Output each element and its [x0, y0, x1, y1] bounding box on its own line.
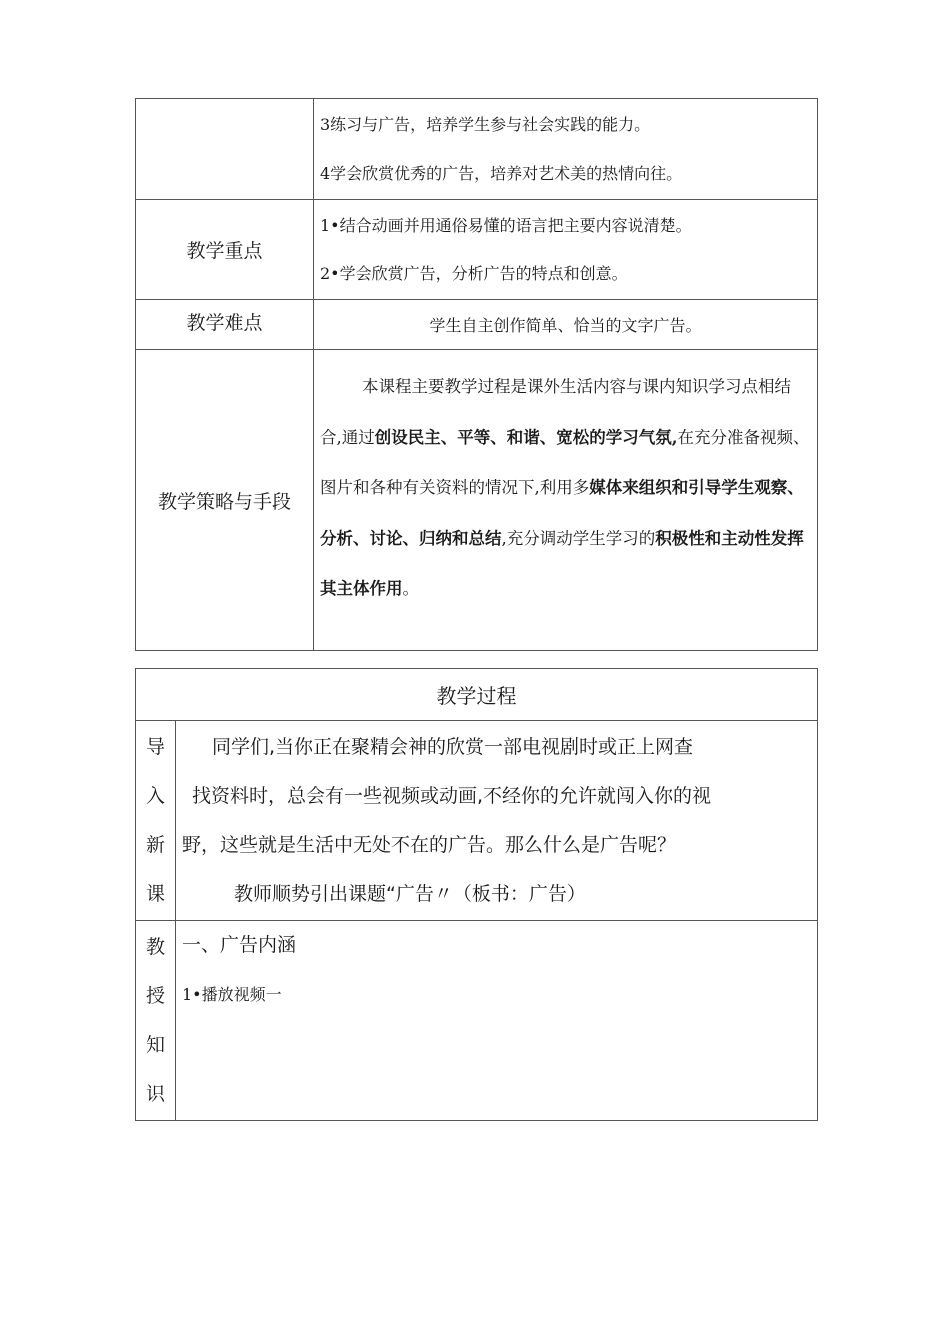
objective-4: 4学会欣赏优秀的广告，培养对艺术美的热情向往。	[320, 163, 683, 183]
strategy-text-3: ,充分调动学生学习的	[501, 528, 656, 548]
objectives-row	[136, 99, 818, 200]
teach-label-char: 知	[145, 1033, 165, 1056]
intro-label-char: 入	[145, 784, 165, 807]
intro-line-2: 找资料时，总会有一些视频或动画,不经你的允许就闯入你的视	[192, 784, 712, 807]
strategy-text-4: 。	[402, 579, 419, 598]
strategy-bold-1: 创设民主、平等、和谐、宽松的学习气氛,	[374, 427, 678, 447]
teach-label-char: 教	[145, 935, 165, 958]
difficult-points-text: 学生自主创作简单、恰当的文字广告。	[314, 300, 818, 350]
objective-3: 3练习与广告，培养学生参与社会实践的能力。	[320, 114, 651, 134]
strategy-text-1: 本课程主要教学过程是课外生活内容与课内知识学习点相结合,通过	[320, 377, 791, 447]
key-points-row	[136, 200, 818, 300]
teach-label-char: 识	[145, 1082, 165, 1105]
process-header: 教学过程	[136, 669, 818, 721]
strategy-row	[136, 350, 818, 651]
objectives-label-cell	[136, 99, 314, 200]
teach-item-1: 1•播放视频一	[182, 985, 282, 1004]
teaching-process-table	[135, 668, 818, 1121]
strategy-cell	[314, 350, 818, 651]
intro-cell	[176, 721, 818, 921]
intro-line-3: 野，这些就是生活中无处不在的广告。那么什么是广告呢？	[182, 833, 677, 856]
process-header-row	[136, 669, 818, 721]
teach-label-char: 授	[145, 984, 165, 1007]
teach-label	[136, 921, 176, 1121]
strategy-bold-3: 积极性和主动性发挥其主体作用	[320, 528, 804, 598]
difficult-points-row	[136, 300, 818, 350]
intro-label-char: 导	[145, 735, 165, 758]
key-point-2: 2•学会欣赏广告，分析广告的特点和创意。	[320, 263, 628, 283]
strategy-bold-2: 媒体来组织和引导学生观察、分析、讨论、归纳和总结	[320, 478, 804, 548]
intro-label-char: 课	[145, 882, 165, 905]
intro-label-char: 新	[145, 833, 165, 856]
intro-line-1: 同学们,当你正在聚精会神的欣赏一部电视剧时或正上网查	[212, 735, 694, 758]
key-points-label: 教学重点	[136, 200, 314, 300]
teach-heading: 一、广告内涵	[182, 934, 297, 956]
strategy-label: 教学策略与手段	[136, 350, 314, 651]
teach-cell	[176, 921, 818, 1121]
intro-row	[136, 721, 818, 921]
teach-row	[136, 921, 818, 1121]
strategy-text-2: 在充分准备视频、图片和各种有关资料的情况下,利用多	[320, 427, 810, 497]
lesson-plan-table	[135, 98, 818, 651]
objectives-cell	[314, 99, 818, 200]
intro-line-4: 教师顺势引出课题“广告〃（板书：广告）	[234, 882, 586, 905]
intro-label	[136, 721, 176, 921]
key-point-1: 1•结合动画并用通俗易懂的语言把主要内容说清楚。	[320, 215, 692, 235]
difficult-points-label: 教学难点	[136, 300, 314, 350]
key-points-cell	[314, 200, 818, 300]
